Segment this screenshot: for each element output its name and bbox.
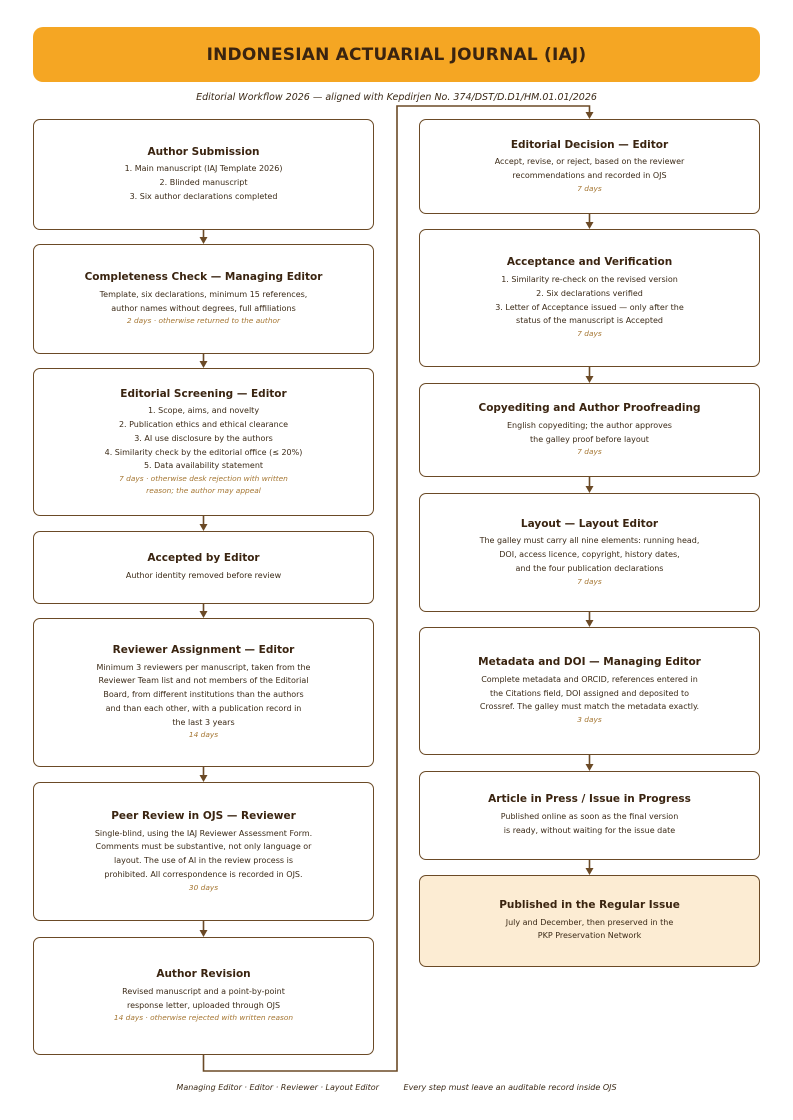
step-detail: 2. Publication ethics and ethical clearance bbox=[118, 420, 289, 430]
step-title: Author Submission bbox=[147, 145, 260, 158]
step-duration-note: reason; the author may appeal bbox=[146, 485, 261, 495]
step-detail: author names without degrees, full affiliations bbox=[111, 303, 296, 313]
footer bbox=[0, 1083, 793, 1092]
column-connector-arrow-head bbox=[586, 112, 594, 119]
step-detail: 3. Letter of Acceptance issued — only after the bbox=[495, 302, 684, 312]
flow-arrow-head bbox=[200, 237, 208, 244]
step-duration-note: 3 days bbox=[577, 715, 602, 725]
right-step-7 bbox=[419, 875, 760, 967]
step-title: Author Revision bbox=[156, 968, 251, 981]
step-title: Accepted by Editor bbox=[147, 552, 260, 565]
step-detail: English copyediting; the author approves bbox=[507, 420, 672, 430]
flow-arrow-head bbox=[586, 376, 594, 383]
right-step-5 bbox=[419, 627, 760, 755]
step-detail: Comments must be substantive, not only language or bbox=[95, 842, 312, 852]
step-detail: Revised manuscript and a point-by-point bbox=[122, 986, 285, 996]
step-title: Completeness Check — Managing Editor bbox=[84, 271, 323, 284]
step-duration-note: 7 days bbox=[577, 447, 602, 457]
step-detail: and than each other, with a publication record in bbox=[105, 703, 302, 713]
step-detail: prohibited. All correspondence is recorded in OJS. bbox=[104, 869, 303, 879]
step-title: Reviewer Assignment — Editor bbox=[112, 644, 295, 657]
step-detail: 1. Scope, aims, and novelty bbox=[147, 406, 260, 416]
step-title: Published in the Regular Issue bbox=[499, 898, 680, 911]
step-detail: PKP Preservation Network bbox=[537, 931, 642, 941]
step-detail: July and December, then preserved in the bbox=[505, 917, 674, 927]
journal-title: INDONESIAN ACTUARIAL JOURNAL (IAJ) bbox=[206, 44, 587, 65]
footer-note: Every step must leave an auditable record inside OJS bbox=[403, 1083, 617, 1092]
step-duration-note: 14 days · otherwise rejected with written reason bbox=[113, 1013, 294, 1023]
flow-arrow-head bbox=[586, 868, 594, 875]
step-detail: Single-blind, using the IAJ Reviewer Assessment Form. bbox=[94, 828, 313, 838]
step-title: Layout — Layout Editor bbox=[520, 517, 659, 530]
step-detail: response letter, uploaded through OJS bbox=[126, 1000, 281, 1010]
step-duration-note: 7 days · otherwise desk rejection with written bbox=[119, 474, 288, 484]
right-step-1 bbox=[419, 119, 760, 214]
step-detail: 1. Main manuscript (IAJ Template 2026) bbox=[124, 164, 283, 174]
step-detail: 2. Six declarations verified bbox=[536, 288, 643, 298]
step-detail: Minimum 3 reviewers per manuscript, taken from the bbox=[96, 662, 311, 672]
step-title: Acceptance and Verification bbox=[506, 256, 673, 269]
step-detail: Crossref. The galley must match the metadata exactly. bbox=[479, 702, 700, 712]
step-detail: Accept, revise, or reject, based on the reviewer bbox=[494, 157, 685, 167]
step-detail: layout. The use of AI in the review process is bbox=[114, 856, 293, 866]
flow-arrow-head bbox=[200, 361, 208, 368]
step-title: Editorial Decision — Editor bbox=[510, 138, 669, 151]
step-detail: Reviewer Team list and not members of the Editorial bbox=[98, 676, 309, 686]
step-duration-note: 7 days bbox=[577, 576, 602, 586]
left-step-6 bbox=[33, 782, 374, 921]
flow-arrow-head bbox=[586, 620, 594, 627]
left-step-3 bbox=[33, 368, 374, 516]
flow-arrow-head bbox=[200, 611, 208, 618]
flow-arrow-head bbox=[200, 524, 208, 531]
step-detail: 3. Six author declarations completed bbox=[129, 191, 278, 201]
step-detail: Published online as soon as the final version bbox=[500, 812, 679, 822]
step-duration-note: 2 days · otherwise returned to the author bbox=[126, 316, 281, 326]
left-step-5 bbox=[33, 618, 374, 767]
step-detail: Template, six declarations, minimum 15 references, bbox=[99, 289, 308, 299]
left-step-4 bbox=[33, 531, 374, 604]
footer-roles: Managing Editor · Editor · Reviewer · Layout Editor bbox=[176, 1083, 379, 1092]
step-duration-note: 7 days bbox=[577, 329, 602, 339]
step-detail: DOI, access licence, copyright, history dates, bbox=[499, 550, 680, 560]
step-title: Metadata and DOI — Managing Editor bbox=[478, 656, 701, 669]
step-detail: is ready, without waiting for the issue date bbox=[503, 825, 676, 835]
step-detail: Board, from different institutions than the authors bbox=[103, 690, 304, 700]
left-step-2 bbox=[33, 244, 374, 354]
left-step-1 bbox=[33, 119, 374, 230]
step-detail: the Citations field, DOI assigned and deposited to bbox=[489, 688, 690, 698]
flow-arrow-head bbox=[586, 486, 594, 493]
right-step-3 bbox=[419, 383, 760, 477]
step-detail: and the four publication declarations bbox=[515, 563, 664, 573]
right-step-2 bbox=[419, 229, 760, 367]
flow-arrow-head bbox=[200, 775, 208, 782]
flow-arrow-head bbox=[586, 764, 594, 771]
step-title: Article in Press / Issue in Progress bbox=[488, 793, 691, 806]
step-detail: 1. Similarity re-check on the revised version bbox=[501, 275, 678, 285]
flow-arrow-head bbox=[586, 222, 594, 229]
flow-arrow-head bbox=[200, 930, 208, 937]
step-detail: the galley proof before layout bbox=[530, 434, 649, 444]
step-title: Copyediting and Author Proofreading bbox=[478, 402, 701, 415]
step-detail: status of the manuscript is Accepted bbox=[516, 316, 663, 326]
step-detail: The galley must carry all nine elements: running head, bbox=[479, 536, 700, 546]
step-detail: Complete metadata and ORCID, references entered in bbox=[481, 674, 698, 684]
step-duration-note: 30 days bbox=[188, 882, 219, 892]
step-title: Editorial Screening — Editor bbox=[120, 387, 287, 400]
step-duration-note: 7 days bbox=[577, 183, 602, 193]
workflow-subtitle: Editorial Workflow 2026 — aligned with Kepdirjen No. 374/DST/D.D1/HM.01.01/2026 bbox=[196, 92, 597, 103]
step-detail: 3. AI use disclosure by the authors bbox=[134, 433, 273, 443]
right-step-4 bbox=[419, 493, 760, 612]
right-step-6 bbox=[419, 771, 760, 860]
step-duration-note: 14 days bbox=[188, 730, 219, 740]
step-detail: Author identity removed before review bbox=[125, 570, 282, 580]
step-detail: 2. Blinded manuscript bbox=[159, 177, 248, 187]
step-title: Peer Review in OJS — Reviewer bbox=[111, 809, 296, 822]
step-detail: recommendations and recorded in OJS bbox=[512, 171, 667, 181]
step-detail: 5. Data availability statement bbox=[143, 461, 264, 471]
step-detail: 4. Similarity check by the editorial office (≤ 20%) bbox=[104, 447, 303, 457]
left-step-7 bbox=[33, 937, 374, 1055]
step-detail: the last 3 years bbox=[172, 717, 235, 727]
